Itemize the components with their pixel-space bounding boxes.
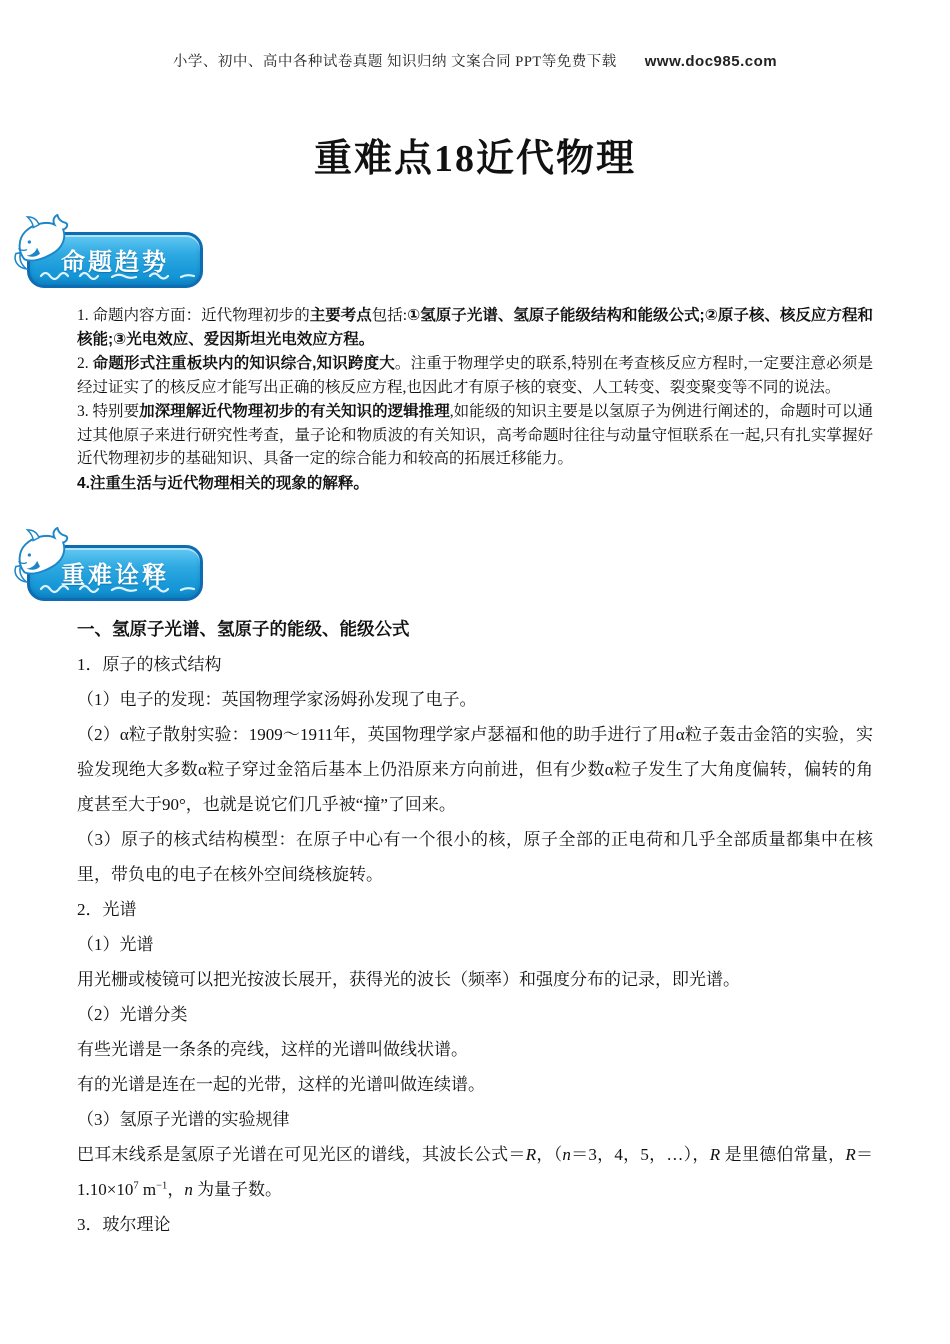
intro-paragraph-2: 2. 命题形式注重板块内的知识综合,知识跨度大。注重于物理学史的联系,特别在考查核反应方程时,一定要注意必须是经过证实了的核反应才能写出正确的核反应方程,也因此才有原子核的衰变、人工转变、裂变聚变等不同的说法。 [77, 355, 873, 396]
content-line: 3．玻尔理论 [77, 1215, 171, 1234]
content-line: 用光栅或棱镜可以把光按波长展开，获得光的波长（频率）和强度分布的记录，即光谱。 [77, 970, 740, 989]
content-line: （3）氢原子光谱的实验规律 [77, 1110, 290, 1129]
page-title: 重难点18近代物理 [313, 138, 636, 180]
intro-paragraph-1: 1. 命题内容方面：近代物理初步的主要考点包括:①氢原子光谱、氢原子能级结构和能级公式;②原子核、核反应方程和核能;③光电效应、爱因斯坦光电效应方程。 [77, 307, 873, 348]
waves-decoration-icon [38, 583, 198, 594]
badge-label: 重难诠释 [61, 562, 169, 589]
badge-zhongnan-quanshi [17, 533, 202, 595]
content-line: （2）光谱分类 [77, 1005, 188, 1024]
content-line: 1．原子的核式结构 [77, 655, 222, 674]
content-line: 2．光谱 [77, 900, 137, 919]
page-header [0, 0, 950, 71]
dolphin-icon [11, 527, 69, 583]
content-line: （2）α粒子散射实验：1909～1911年，英国物理学家卢瑟福和他的助手进行了用α粒子轰击金箔的实验，实验发现绝大多数α粒子穿过金箔后基本上仍沿原来方向前进，但有少数α粒子发生了大角度偏转，偏转的角度甚至大于90°，也就是说它们几乎被“撞”了回来。 [77, 725, 873, 814]
intro-section [77, 304, 873, 495]
section-heading: 一、氢原子光谱、氢原子的能级、能级公式 [77, 619, 410, 639]
intro-paragraph-4: 4.注重生活与近代物理相关的现象的解释。 [77, 474, 369, 492]
badge-label: 命题趋势 [61, 249, 169, 276]
content-line: （1）电子的发现：英国物理学家汤姆孙发现了电子。 [77, 690, 477, 709]
header-tagline: 小学、初中、高中各种试卷真题 知识归纳 文案合同 PPT等免费下载 [172, 54, 617, 70]
content-line: （3）原子的核式结构模型：在原子中心有一个很小的核，原子全部的正电荷和几乎全部质量都集中在核里，带负电的电子在核外空间绕核旋转。 [77, 830, 873, 884]
dolphin-icon [11, 214, 69, 270]
waves-decoration-icon [38, 270, 198, 281]
content-line: 有些光谱是一条条的亮线，这样的光谱叫做线状谱。 [77, 1040, 468, 1059]
content-line-formula: 巴耳末线系是氢原子光谱在可见光区的谱线，其波长公式＝R，（n＝3，4，5，…），R 是里德伯常量，$R=1.10\times 10^7$ $m^{-1}$，n 为量子数。 [77, 1145, 874, 1199]
badge-mingti-qushi [17, 220, 202, 282]
content-line: 有的光谱是连在一起的光带，这样的光谱叫做连续谱。 [77, 1075, 485, 1094]
content-section [77, 612, 873, 1242]
header-site-url: www.doc985.com [644, 53, 778, 70]
content-line: （1）光谱 [77, 935, 154, 954]
intro-paragraph-3: 3. 特别要加深理解近代物理初步的有关知识的逻辑推理,如能级的知识主要是以氢原子为例进行阐述的，命题时可以通过其他原子来进行研究性考查，量子论和物质波的有关知识，高考命题时往往与动量守恒联系在一起,只有扎实掌握好近代物理初步的基础知识、具备一定的综合能力和较高的拓展迁移能力。 [77, 403, 873, 467]
